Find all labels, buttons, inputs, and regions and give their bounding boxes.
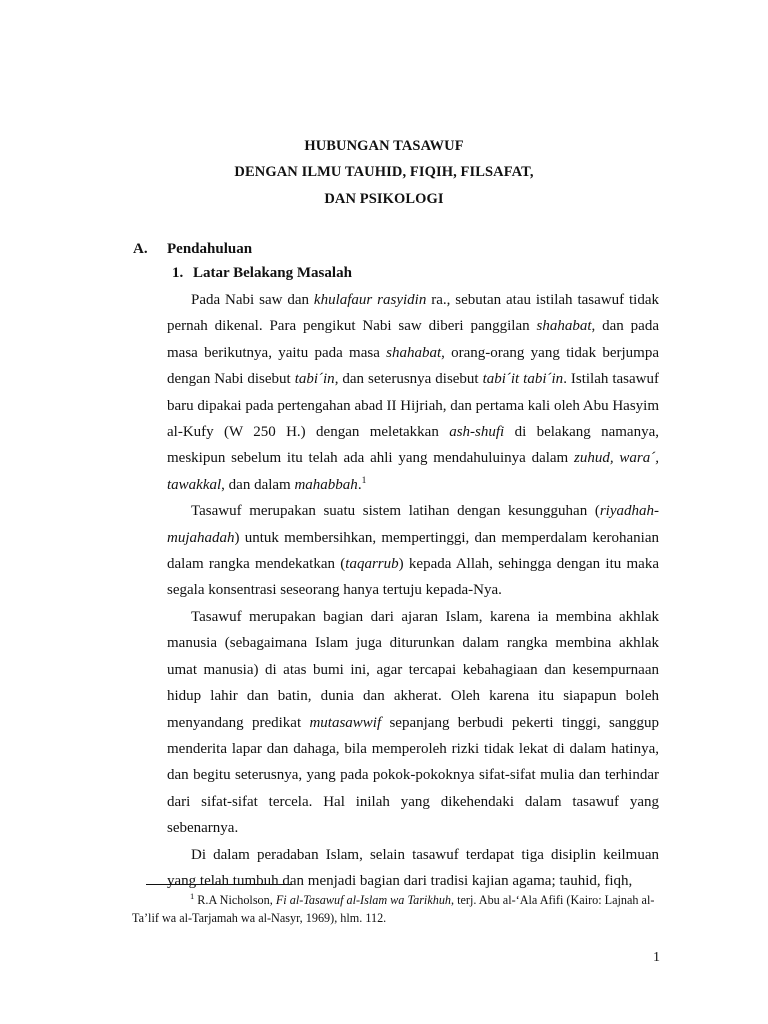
- p1-text-6: . Istilah tasawuf baru dipakai pada pertengahan abad II Hijriah, dan pertama kali oleh Abu Hasyim al-Kufy (W 250 H.) dengan meletakkan: [167, 371, 659, 441]
- p2-text-3: ) kepada Allah, sehingga dengan itu maka segala konsentrasi seseorang hanya tertuju kepada-Nya.: [167, 556, 660, 599]
- p1-italic-2: shahabat: [536, 318, 592, 335]
- p1-text-9: .: [357, 476, 362, 493]
- p1-italic-7: zuhud, wara´, tawakkal: [167, 450, 659, 493]
- p1-text-7: di belakang namanya, meskipun sebelum itu telah ada ahli yang mendahuluinya dalam: [167, 424, 659, 467]
- body-text: [167, 287, 659, 894]
- title-line-1: HUBUNGAN TASAWUF: [304, 138, 464, 154]
- title-line-3: DAN PSIKOLOGI: [324, 191, 444, 207]
- p1-italic-4: tabi´in: [294, 371, 335, 388]
- p1-italic-3: shahabat: [386, 344, 442, 361]
- footnote-italic-title: Fi al-Tasawuf al-Islam wa Tarikhuh: [275, 893, 452, 907]
- section-a-label: A.: [133, 241, 148, 257]
- subsection-1-title: Latar Belakang Masalah: [193, 265, 352, 281]
- p4-text-1: Di dalam peradaban Islam, selain tasawuf terdapat tiga disiplin keilmuan yang telah tumbuh dan menjadi bagian dari tradisi kajian agama; tauhid, fiqh,: [167, 846, 659, 889]
- p1-italic-6: ash-shufi: [449, 424, 505, 441]
- p3-text-1: Tasawuf merupakan bagian dari ajaran Islam, karena ia membina akhlak manusia (sebagaimana Islam juga diturunkan dalam rangka membina akhlak umat manusia) di atas bumi ini, agar tercapai kebahagiaan dan kesempurnaan hidup lahir dan batin, dunia dan akherat. Oleh karena itu siapapun boleh menyandang predikat: [167, 608, 659, 731]
- title-line-2: DENGAN ILMU TAUHID, FIQIH, FILSAFAT,: [234, 164, 534, 180]
- footnote-separator: [146, 884, 292, 885]
- p1-italic-5: tabi´it tabi´in: [482, 371, 564, 388]
- footnote-reference-1[interactable]: 1: [361, 475, 367, 486]
- p1-italic-8: mahabbah: [294, 476, 358, 493]
- p2-italic-1: riyadhah-mujahadah: [167, 503, 659, 546]
- section-a-title: Pendahuluan: [167, 241, 253, 257]
- paragraph-1: [167, 287, 659, 498]
- footnote-text-2: , terj. Abu al-‘Ala Afifi (Kairo: Lajnah al-Ta’lif wa al-Tarjamah wa al-Nasyr, 1969), hlm. 112.: [132, 893, 655, 925]
- p3-italic-1: mutasawwif: [309, 714, 382, 731]
- p1-text-2: ra., sebutan atau istilah tasawuf tidak pernah dikenal. Para pengikut Nabi saw diberi panggilan: [167, 292, 660, 335]
- p2-text-2: ) untuk membersihkan, mempertinggi, dan memperdalam kerohanian dalam rangka mendekatkan (: [167, 529, 659, 573]
- footnote-1: [132, 891, 660, 927]
- p1-text-1: Pada Nabi saw dan: [191, 292, 314, 308]
- subsection-1-label: 1.: [172, 265, 184, 281]
- p1-text-3: , dan pada masa berikutnya, yaitu pada masa: [167, 318, 659, 361]
- p1-text-4: , orang-orang yang tidak berjumpa dengan Nabi disebut: [167, 344, 659, 388]
- page-number: 1: [653, 950, 660, 965]
- paragraph-3: [167, 604, 659, 842]
- p2-italic-2: taqarrub: [345, 556, 399, 573]
- paragraph-4: [167, 842, 659, 895]
- p3-text-2: sepanjang berbudi pekerti tinggi, sanggup menderita lapar dan dahaga, bila memperoleh rizki tidak lekat di dalam hatinya, dan begitu seterusnya, yang pada pokok-pokoknya sifat-sifat mulia dan terhindar dari sifat-sifat tercela. Hal inilah yang dikehendaki dalam tasawuf yang sebenarnya.: [167, 714, 659, 837]
- p1-text-8: , dan dalam: [221, 476, 295, 493]
- paragraph-2: [167, 498, 659, 604]
- p2-text-1: Tasawuf merupakan suatu sistem latihan dengan kesungguhan (: [191, 503, 600, 520]
- footnote-number: 1: [190, 891, 195, 901]
- footnote-text-1: R.A Nicholson,: [194, 893, 276, 907]
- p1-italic-1: khulafaur rasyidin: [313, 292, 427, 308]
- p1-text-5: , dan seterusnya disebut: [334, 371, 483, 388]
